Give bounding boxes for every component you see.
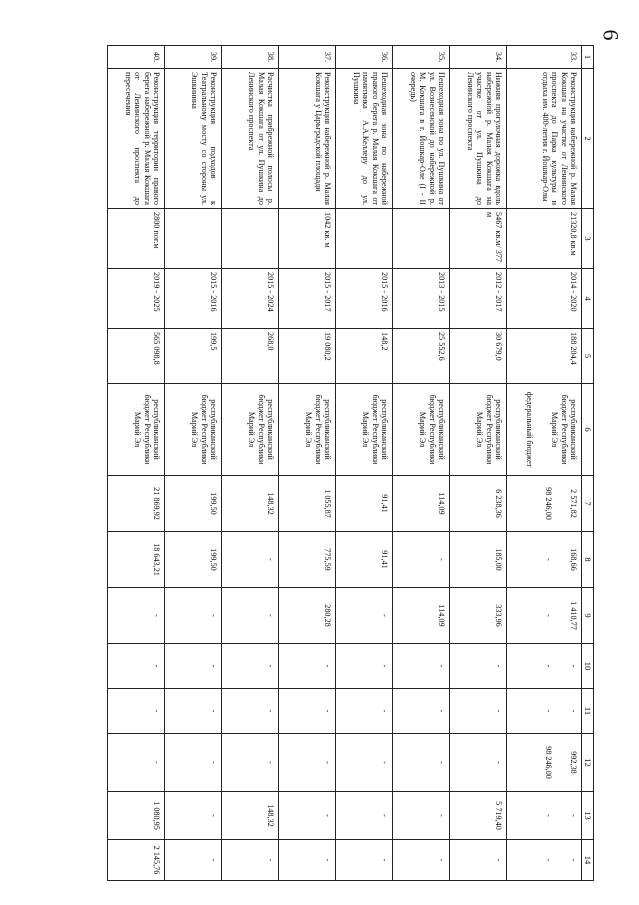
amount-col-9: [393, 588, 450, 644]
amount-value: -: [323, 761, 332, 764]
amount-col-7: [450, 476, 507, 532]
funding-source-text: республиканский бюджет Республики Марий Эл: [133, 394, 161, 465]
funding-source: [279, 384, 336, 476]
amount-col-13: [450, 792, 507, 840]
row-number: 37.: [279, 46, 336, 69]
column-header-7: 7: [582, 476, 594, 532]
row-number: 36.: [336, 46, 393, 69]
amount-col-8: [393, 532, 450, 588]
row-number: 38.: [222, 46, 279, 69]
estimated-cost: 148,2: [336, 329, 393, 384]
amount-col-13: [336, 792, 393, 840]
amount-value: 91,41: [380, 550, 389, 569]
amount-value: 1 410,77: [569, 601, 578, 630]
amount-col-9: [165, 588, 222, 644]
table-row: [507, 46, 582, 881]
amount-value: 185,00: [494, 548, 503, 571]
amount-value: 5 719,40: [494, 801, 503, 830]
budget-table: [107, 45, 594, 881]
amount-col-8: [450, 532, 507, 588]
amount-value: -: [380, 614, 389, 617]
amount-col-7: [165, 476, 222, 532]
row-number: 39.: [165, 46, 222, 69]
amount-col-9: [336, 588, 393, 644]
amount-col-8: [336, 532, 393, 588]
capacity: [222, 209, 279, 269]
amount-value: -: [569, 664, 578, 668]
amount-col-11: [450, 689, 507, 734]
amount-value: -: [152, 614, 161, 617]
amount-col-12: [450, 734, 507, 792]
table-row: [108, 46, 165, 881]
column-header-14: 14: [582, 840, 594, 881]
amount-value: -: [323, 709, 332, 713]
row-number: 34.: [450, 46, 507, 69]
capacity: 5467 кв.м/ 377 м: [450, 209, 507, 269]
amount-value: -: [266, 664, 275, 668]
funding-source-text: республиканский бюджет Республики Марий Эл: [247, 394, 275, 465]
table-row: [450, 46, 507, 881]
column-header-13: 13: [582, 792, 594, 840]
years: 2012 - 2017: [450, 269, 507, 329]
row-number: 33.: [507, 46, 582, 69]
amount-col-11: [222, 689, 279, 734]
amount-col-13: [108, 792, 165, 840]
amount-col-8: [222, 532, 279, 588]
estimated-cost: 30 679,0: [450, 329, 507, 384]
column-header-2: 2: [582, 69, 594, 209]
amount-value: -: [543, 858, 553, 862]
amount-value: -: [266, 709, 275, 713]
amount-col-14: [279, 840, 336, 881]
amount-value: -: [380, 814, 389, 817]
amount-col-11: [165, 689, 222, 734]
row-number: 35.: [393, 46, 450, 69]
header-row: [582, 46, 594, 881]
amount-value: -: [266, 858, 275, 862]
amount-value: -: [323, 664, 332, 668]
column-header-6: 6: [582, 384, 594, 476]
amount-value: -: [209, 664, 218, 668]
table-row: [222, 46, 279, 881]
amount-value: 6 238,36: [494, 489, 503, 518]
funding-source-text: республиканский бюджет Республики Марий Эл: [361, 394, 389, 465]
capacity: [393, 209, 450, 269]
amount-value: 168,66: [569, 548, 578, 571]
funding-source-text: республиканский бюджет Республики Марий Эл: [190, 394, 218, 465]
amount-col-12: [507, 734, 582, 792]
funding-source-text: республиканский бюджет Республики Марий Эл: [475, 394, 503, 465]
amount-value: -: [380, 858, 389, 862]
amount-col-13: [393, 792, 450, 840]
column-header-10: 10: [582, 644, 594, 689]
amount-value: -: [543, 709, 553, 713]
funding-source-text: республиканский бюджет Республики Марий Эл: [418, 394, 446, 465]
amount-col-14: [507, 840, 582, 881]
amount-value: -: [323, 814, 332, 817]
amount-value: 199,50: [209, 548, 218, 571]
amount-col-10: [108, 644, 165, 689]
amount-col-7: [222, 476, 279, 532]
capacity: 2800 пог.м: [108, 209, 165, 269]
amount-value: -: [209, 761, 218, 764]
amount-col-10: [507, 644, 582, 689]
amount-col-12: [279, 734, 336, 792]
amount-col-9: [279, 588, 336, 644]
amount-col-9: [108, 588, 165, 644]
amount-value: 2 571,82: [569, 489, 578, 518]
amount-value: 333,96: [494, 604, 503, 627]
amount-col-12: [393, 734, 450, 792]
estimated-cost: 268,0: [222, 329, 279, 384]
amount-col-11: [336, 689, 393, 734]
amount-value: 1 080,95: [152, 801, 161, 830]
years: 2019 - 2025: [108, 269, 165, 329]
table-row: [279, 46, 336, 881]
amount-value: -: [543, 558, 553, 561]
amount-value: -: [437, 761, 446, 764]
amount-value: -: [543, 614, 553, 617]
amount-value: -: [380, 709, 389, 713]
funding-source: [393, 384, 450, 476]
amount-col-10: [393, 644, 450, 689]
amount-value: -: [380, 761, 389, 764]
amount-col-7: [507, 476, 582, 532]
amount-value: -: [209, 614, 218, 617]
amount-col-7: [279, 476, 336, 532]
amount-col-10: [165, 644, 222, 689]
amount-col-8: [165, 532, 222, 588]
amount-value: -: [494, 709, 503, 713]
amount-col-7: [108, 476, 165, 532]
column-header-5: 5: [582, 329, 594, 384]
capacity: 21320,8 кв.м: [507, 209, 582, 269]
amount-col-7: [393, 476, 450, 532]
column-header-4: 4: [582, 269, 594, 329]
amount-value: -: [209, 709, 218, 713]
amount-value: 21 869,92: [152, 487, 161, 520]
amount-value: -: [152, 761, 161, 764]
amount-col-11: [108, 689, 165, 734]
years: 2015 - 2016: [165, 269, 222, 329]
amount-value: 114,09: [437, 492, 446, 515]
estimated-cost: 565 098,8: [108, 329, 165, 384]
amount-value: -: [266, 614, 275, 617]
amount-col-14: [336, 840, 393, 881]
years: 2015 - 2016: [336, 269, 393, 329]
amount-col-13: [507, 792, 582, 840]
amount-value: 98 246,00: [543, 746, 553, 779]
amount-value: -: [569, 709, 578, 713]
column-header-1: 1: [582, 46, 594, 69]
amount-col-9: [507, 588, 582, 644]
amount-col-14: [393, 840, 450, 881]
years: 2015 - 2024: [222, 269, 279, 329]
amount-value: -: [543, 664, 553, 668]
object-name: Пешеходная зона по ул. Пушкина от ул. Вознесенской до набережной р. М. Кокшага в г. Йошкар-Оле (I - II очередь): [393, 69, 450, 209]
amount-col-11: [279, 689, 336, 734]
capacity: 1042 кв. м: [279, 209, 336, 269]
amount-col-13: [165, 792, 222, 840]
amount-col-14: [222, 840, 279, 881]
capacity: [165, 209, 222, 269]
amount-col-12: [336, 734, 393, 792]
column-header-11: 11: [582, 689, 594, 734]
column-header-8: 8: [582, 532, 594, 588]
row-number: 40.: [108, 46, 165, 69]
amount-value: -: [209, 858, 218, 862]
amount-value: 148,32: [266, 492, 275, 515]
amount-col-11: [507, 689, 582, 734]
amount-value: 1 055,87: [323, 489, 332, 518]
table-row: [393, 46, 450, 881]
amount-value: 18 643,21: [152, 543, 161, 576]
amount-col-9: [222, 588, 279, 644]
amount-value: -: [494, 664, 503, 668]
amount-value: -: [569, 814, 578, 817]
amount-value: -: [152, 664, 161, 668]
funding-source: [165, 384, 222, 476]
amount-value: -: [437, 709, 446, 713]
amount-value: 775,59: [323, 548, 332, 571]
funding-source: [450, 384, 507, 476]
amount-col-9: [450, 588, 507, 644]
amount-value: -: [209, 814, 218, 817]
funding-source-text: республиканский бюджет Республики Марий Эл: [550, 394, 578, 465]
funding-source: [336, 384, 393, 476]
amount-col-14: [165, 840, 222, 881]
amount-col-8: [507, 532, 582, 588]
estimated-cost: 188 204,4: [507, 329, 582, 384]
amount-value: -: [494, 858, 503, 862]
amount-value: -: [266, 761, 275, 764]
amount-col-10: [336, 644, 393, 689]
amount-value: -: [266, 558, 275, 561]
funding-source: [222, 384, 279, 476]
amount-col-12: [165, 734, 222, 792]
object-name: Пешеходная зона по набережной правого берега р. Малая Кокшага от памятника А.А.Келлеру до ул. Пушкина: [336, 69, 393, 209]
amount-value: 2 145,76: [152, 845, 161, 875]
amount-value: -: [543, 814, 553, 817]
amount-col-10: [222, 644, 279, 689]
column-header-9: 9: [582, 588, 594, 644]
object-name: Реконструкция подходов к Театральному мосту со стороны ул. Эшкинина: [165, 69, 222, 209]
amount-col-12: [222, 734, 279, 792]
amount-col-13: [222, 792, 279, 840]
amount-value: 992,38: [569, 751, 578, 774]
amount-value: -: [437, 858, 446, 862]
estimated-cost: 19 080,2: [279, 329, 336, 384]
amount-col-7: [336, 476, 393, 532]
amount-value: 114,09: [437, 604, 446, 627]
years: 2014 - 2020: [507, 269, 582, 329]
table-row: [165, 46, 222, 881]
table-row: [336, 46, 393, 881]
capacity: [336, 209, 393, 269]
years: 2015 - 2017: [279, 269, 336, 329]
amount-value: 91,41: [380, 494, 389, 513]
object-name: Расчистка прибрежной полосы р. Малая Кокшага от ул. Пушкина до Ленинского проспекта: [222, 69, 279, 209]
object-name: Реконструкция набережной р. Малая Кокшага у Царьградской площади: [279, 69, 336, 209]
amount-col-8: [279, 532, 336, 588]
column-header-12: 12: [582, 734, 594, 792]
amount-value: -: [323, 858, 332, 862]
amount-value: -: [437, 814, 446, 817]
years: 2013 - 2015: [393, 269, 450, 329]
amount-col-13: [279, 792, 336, 840]
funding-source: [507, 384, 582, 476]
object-name: Реконструкция набережной р. Малая Кокшага на участке от Ленинского проспекта до Парка культуры и отдыха им. 400-летия г. Йошкар-Олы: [507, 69, 582, 209]
object-name: Реконструкция территории правого берега набережной р. Малая Кокшага от Ленинского проспекта до пересечения: [108, 69, 165, 209]
estimated-cost: 25 552,6: [393, 329, 450, 384]
funding-source: [108, 384, 165, 476]
amount-value: -: [437, 558, 446, 561]
amount-col-11: [393, 689, 450, 734]
funding-source-text: республиканский бюджет Республики Марий Эл: [304, 394, 332, 465]
amount-col-14: [108, 840, 165, 881]
amount-col-12: [108, 734, 165, 792]
column-header-3: 3: [582, 209, 594, 269]
amount-value: -: [569, 858, 578, 862]
amount-col-8: [108, 532, 165, 588]
page-number: 6: [598, 29, 624, 41]
amount-col-14: [450, 840, 507, 881]
amount-value: 98 246,00: [543, 487, 553, 520]
amount-value: 280,28: [323, 604, 332, 627]
amount-value: 199,50: [209, 492, 218, 515]
amount-value: -: [380, 664, 389, 668]
amount-value: -: [152, 709, 161, 713]
object-name: Нижняя прогулочная дорожка вдоль набережной р. Малая Кокшага на участке от ул. Пушкина до Ленинского проспекта: [450, 69, 507, 209]
funding-source-text: федеральный бюджет: [524, 391, 534, 468]
amount-col-10: [279, 644, 336, 689]
amount-col-10: [450, 644, 507, 689]
estimated-cost: 199,5: [165, 329, 222, 384]
amount-value: -: [437, 664, 446, 668]
amount-value: 148,32: [266, 804, 275, 827]
table-body: [108, 46, 582, 881]
amount-value: -: [494, 761, 503, 764]
